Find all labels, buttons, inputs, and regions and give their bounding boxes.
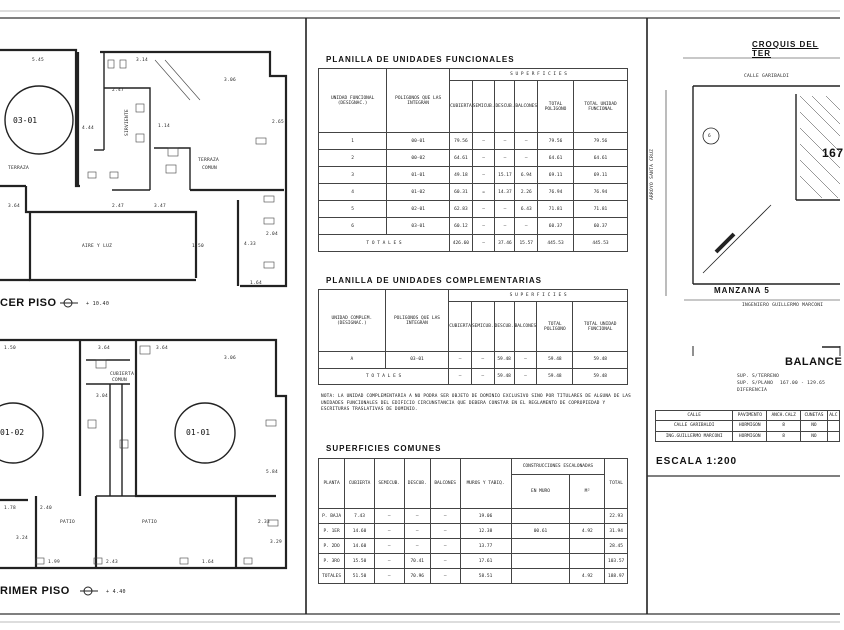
subheader-cell: EN MURO [511,475,570,509]
dim: 5.84 [266,470,279,475]
cell: 426.60 [450,235,473,252]
cell [570,509,605,524]
cell: 4 [319,184,387,201]
header-cell: TOTAL POLIGONO [538,81,574,133]
cell: 79.56 [573,133,627,150]
cell: 2.26 [515,184,538,201]
terraza-comun-label: TERRAZA [198,158,220,163]
cell: 03-01 [385,352,449,369]
cell: 14.60 [345,524,375,539]
totals-row [319,569,628,584]
cell [511,509,570,524]
cell: 70.96 [404,569,430,584]
dim: 3.24 [16,536,29,541]
cell: — [430,524,460,539]
cell: 8 [767,431,801,441]
scale-label: ESCALA 1:200 [656,456,738,467]
header-cell: PLANTA [319,459,345,509]
cell: — [404,539,430,554]
unit-label-03-01: 03-01 [13,116,38,125]
cell: 62.83 [450,201,473,218]
dim: 1.78 [4,506,17,511]
cell: 60.12 [450,218,473,235]
cell: — [471,368,494,385]
header-cell: TOTAL UNIDAD FUNCIONAL [573,302,628,352]
cell: 22.93 [605,509,628,524]
cell: P. 3RO [319,554,345,569]
dim: 5.45 [32,58,45,63]
patio-label: PATIO [142,520,158,525]
dim: 1.64 [250,281,263,286]
header-cell: CONSTRUCCIONES ESCALONADAS [511,459,605,475]
table-row [656,421,840,431]
cell: 00-01 [387,133,450,150]
table-row [319,201,628,218]
cell: 6.94 [515,167,538,184]
balance-title: BALANCE [785,356,843,368]
cell: — [449,368,472,385]
cell: — [374,539,404,554]
header-cell: CUNETAS [801,411,828,421]
dim: 3.06 [224,78,237,83]
cell: HORMIGON [733,431,767,441]
cell: — [472,133,495,150]
cell: 60.31 [450,184,473,201]
header-cell: CUBIERTA [449,302,472,352]
dim: 3.29 [270,540,283,545]
manzana-label: MANZANA 5 [714,286,770,295]
cell: 445.53 [573,235,627,252]
cell: 4.92 [570,524,605,539]
balance-line: SUP. S/PLANO [737,381,774,386]
cell: 13.77 [460,539,511,554]
top-plan-caption: CER PISO [0,297,57,309]
cell: — [374,524,404,539]
dim: 2.33 [258,520,271,525]
cell: TOTALES [319,569,345,584]
cell: 7.43 [345,509,375,524]
cell: 19.06 [460,509,511,524]
cell: 1 [319,133,387,150]
note-text: NOTA: LA UNIDAD COMPLEMENTARIA A NO PODRA SER OBJETO DE DOMINIO EXCLUSIVO SINO POR TITULARES DE ALGUNA DE LAS UNIDADES FUNCIONALES DEL EDIFICIO CIRCUNSTANCIA QUE DEBERA CONSTAR EN EL REGLAMENTO DE COPROPIEDAD Y ESCRITURAS TRASLATIVAS DE DOMINIO. [321,394,631,412]
header-cell: MUROS Y TABIQ. [460,459,511,509]
subheader-cell: M² [570,475,605,509]
cell: — [430,539,460,554]
cell: 69.11 [538,167,574,184]
cell: T O T A L E S [319,368,449,385]
totals-row [319,368,628,385]
balance-value: 167.00 - 129.65 [780,381,826,386]
cell: — [495,133,515,150]
table-row [319,352,628,369]
dim: 2.40 [40,506,53,511]
cell: — [404,524,430,539]
cell: 31.94 [605,524,628,539]
cell: 8 [767,421,801,431]
dim: 2.43 [106,560,119,565]
cell: 01-01 [387,167,450,184]
header-cell: ALC [827,411,839,421]
cell: 59.48 [494,368,514,385]
cell [511,539,570,554]
cell: — [472,167,495,184]
header-cell: DESCUB. [404,459,430,509]
cell: 3 [319,167,387,184]
cell: 79.56 [450,133,473,150]
table-row [319,539,628,554]
cell: 60.37 [538,218,574,235]
cell: 15.50 [345,554,375,569]
dim: 1.64 [202,560,215,565]
cell [570,539,605,554]
cell: 51.50 [345,569,375,584]
cell: — [404,509,430,524]
header-cell: SEMICUB. [472,81,495,133]
table-funcionales [318,68,628,252]
unit-label-01-02: 01-02 [0,428,25,437]
sirviente-label: SIRVIENTE [125,108,131,137]
header-cell: CALLE [656,411,733,421]
cell: 00-02 [387,150,450,167]
lot-number: 167 [822,146,844,160]
table-row [319,554,628,569]
cell: 58.51 [460,569,511,584]
dim: 3.64 [8,204,21,209]
cell: 69.11 [573,167,627,184]
header-cell: DESCUB. [494,302,514,352]
cell: — [472,150,495,167]
cell: 64.61 [573,150,627,167]
cell: = [472,184,495,201]
cell: T O T A L E S [319,235,450,252]
dim: 1.50 [192,244,205,249]
table-row [319,150,628,167]
cell: — [374,509,404,524]
cell: — [472,235,495,252]
bottom-plan-caption: RIMER PISO [0,585,70,597]
cell: 28.45 [605,539,628,554]
dim: 3.47 [154,204,167,209]
cell: 49.18 [450,167,473,184]
dim: 3.04 [96,394,109,399]
dim: 2.04 [266,232,279,237]
cell: 70.41 [404,554,430,569]
table-row [319,133,628,150]
street-top-label: CALLE GARIBALDI [744,74,790,79]
cell: 6 [319,218,387,235]
cell: — [514,352,537,369]
header-cell: BALCONES [514,302,537,352]
cell [570,554,605,569]
cell: NO [801,421,828,431]
cell: 60.37 [573,218,627,235]
header-cell: POLIGONOS QUE LAS INTEGRAN [385,290,449,352]
cell: 03-01 [387,218,450,235]
dim: 4.44 [82,126,95,131]
cell: — [495,218,515,235]
cell: 15.17 [495,167,515,184]
cell: CALLE GARIBALDI [656,421,733,431]
cell: 64.61 [450,150,473,167]
table-row [319,184,628,201]
cell [827,421,839,431]
cell: — [374,569,404,584]
cell: 71.81 [573,201,627,218]
cell: 59.48 [573,368,628,385]
header-cell: DESCUB. [495,81,515,133]
cell: — [430,554,460,569]
unit-label-01-01: 01-01 [186,428,211,437]
cell: 14.37 [495,184,515,201]
dim: 3.06 [224,356,237,361]
cell: — [515,133,538,150]
street-left-label: ARROYO SANTA CRUZ [650,148,655,200]
cell: 17.61 [460,554,511,569]
dim: 1.99 [48,560,61,565]
streets-table [655,410,840,442]
cell: 12.38 [460,524,511,539]
cell: 15.57 [515,235,538,252]
header-cell: SEMICUB. [374,459,404,509]
cell [511,569,570,584]
cell: — [495,201,515,218]
cell: 4.92 [570,569,605,584]
table-funcionales-title: PLANILLA DE UNIDADES FUNCIONALES [326,55,515,64]
aire-luz-label: AIRE Y LUZ [82,244,113,249]
table-row [656,431,840,441]
table-complementarias-title: PLANILLA DE UNIDADES COMPLEMENTARIAS [326,276,542,285]
superficies-header: S U P E R F I C I E S [450,69,628,81]
header-cell: BALCONES [430,459,460,509]
table-row [319,167,628,184]
dim: 3.14 [136,58,149,63]
cell: — [495,150,515,167]
table-complementarias [318,289,628,385]
cell: — [430,509,460,524]
header-cell: TOTAL POLIGONO [537,302,573,352]
table-row [319,218,628,235]
cell: ING.GUILLERMO MARCONI [656,431,733,441]
cell: HORMIGON [733,421,767,431]
cell: 6.43 [515,201,538,218]
cubierta-label: CUBIERTA [110,372,135,377]
superficies-header: S U P E R F I C I E S [449,290,628,302]
cell: 59.48 [573,352,628,369]
comun-label: COMUN [112,378,128,383]
header-cell: PAVIMENTO [733,411,767,421]
cell: 37.46 [495,235,515,252]
bottom-plan-level: + 4.40 [106,589,126,595]
cell: NO [801,431,828,441]
cell: 59.48 [494,352,514,369]
comun-label: COMUN [202,166,218,171]
totals-row [319,235,628,252]
balance-line: SUP. S/TERRENO [737,374,780,379]
header-cell: UNIDAD COMPLEM. (DESIGNAC.) [319,290,386,352]
dim: 1.14 [158,124,171,129]
cell: 76.94 [538,184,574,201]
terraza-label: TERRAZA [8,166,30,171]
dim: 1.50 [4,346,17,351]
cell: 103.57 [605,554,628,569]
cell: 14.60 [345,539,375,554]
table-row [319,524,628,539]
cell [827,431,839,441]
cell: A [319,352,386,369]
cell: 79.56 [538,133,574,150]
cell: 2 [319,150,387,167]
cell: 01-02 [387,184,450,201]
balance-line: DIFERENCIA [737,388,768,393]
cell: 59.48 [537,352,573,369]
cell: P. 1ER [319,524,345,539]
cell: 445.53 [538,235,574,252]
cell: — [430,569,460,584]
header-cell: UNIDAD FUNCIONAL (DESIGNAC.) [319,69,387,133]
header-cell: TOTAL UNIDAD FUNCIONAL [573,81,627,133]
croquis-title: CROQUIS DEL TER [752,40,819,58]
cell: P. 2DO [319,539,345,554]
patio-label: PATIO [60,520,76,525]
cell: 188.97 [605,569,628,584]
cell: P. BAJA [319,509,345,524]
cell: 71.81 [538,201,574,218]
cell: 00.61 [511,524,570,539]
table-comunes-title: SUPERFICIES COMUNES [326,444,442,453]
header-cell: CUBIERTA [450,81,473,133]
cell: — [472,201,495,218]
cell: 59.48 [537,368,573,385]
cell: 02-01 [387,201,450,218]
header-cell: POLIGONOS QUE LAS INTEGRAN [387,69,450,133]
header-cell: SEMICUB. [471,302,494,352]
table-row [319,509,628,524]
dim: 2.65 [272,120,285,125]
dim: 3.64 [156,346,169,351]
dim: 2.47 [112,88,125,93]
dim: 4.33 [244,242,257,247]
cell: — [472,218,495,235]
dim: 2.47 [112,204,125,209]
cell: — [514,368,537,385]
cell: — [471,352,494,369]
cell: — [449,352,472,369]
cell: — [515,150,538,167]
cell: — [515,218,538,235]
circle-number: 6 [708,134,712,139]
cell: — [374,554,404,569]
dim: 3.64 [98,346,111,351]
cell: 76.94 [573,184,627,201]
top-plan-level: + 10.40 [86,301,110,307]
header-cell: BALCONES [515,81,538,133]
street-bottom-label: INGENIERO GUILLERMO MARCONI [742,303,824,308]
table-comunes [318,458,628,584]
header-cell: CUBIERTA [345,459,375,509]
cell [511,554,570,569]
cell: 64.61 [538,150,574,167]
header-cell: TOTAL [605,459,628,509]
header-cell: ANCH.CALZ [767,411,801,421]
cell: 5 [319,201,387,218]
